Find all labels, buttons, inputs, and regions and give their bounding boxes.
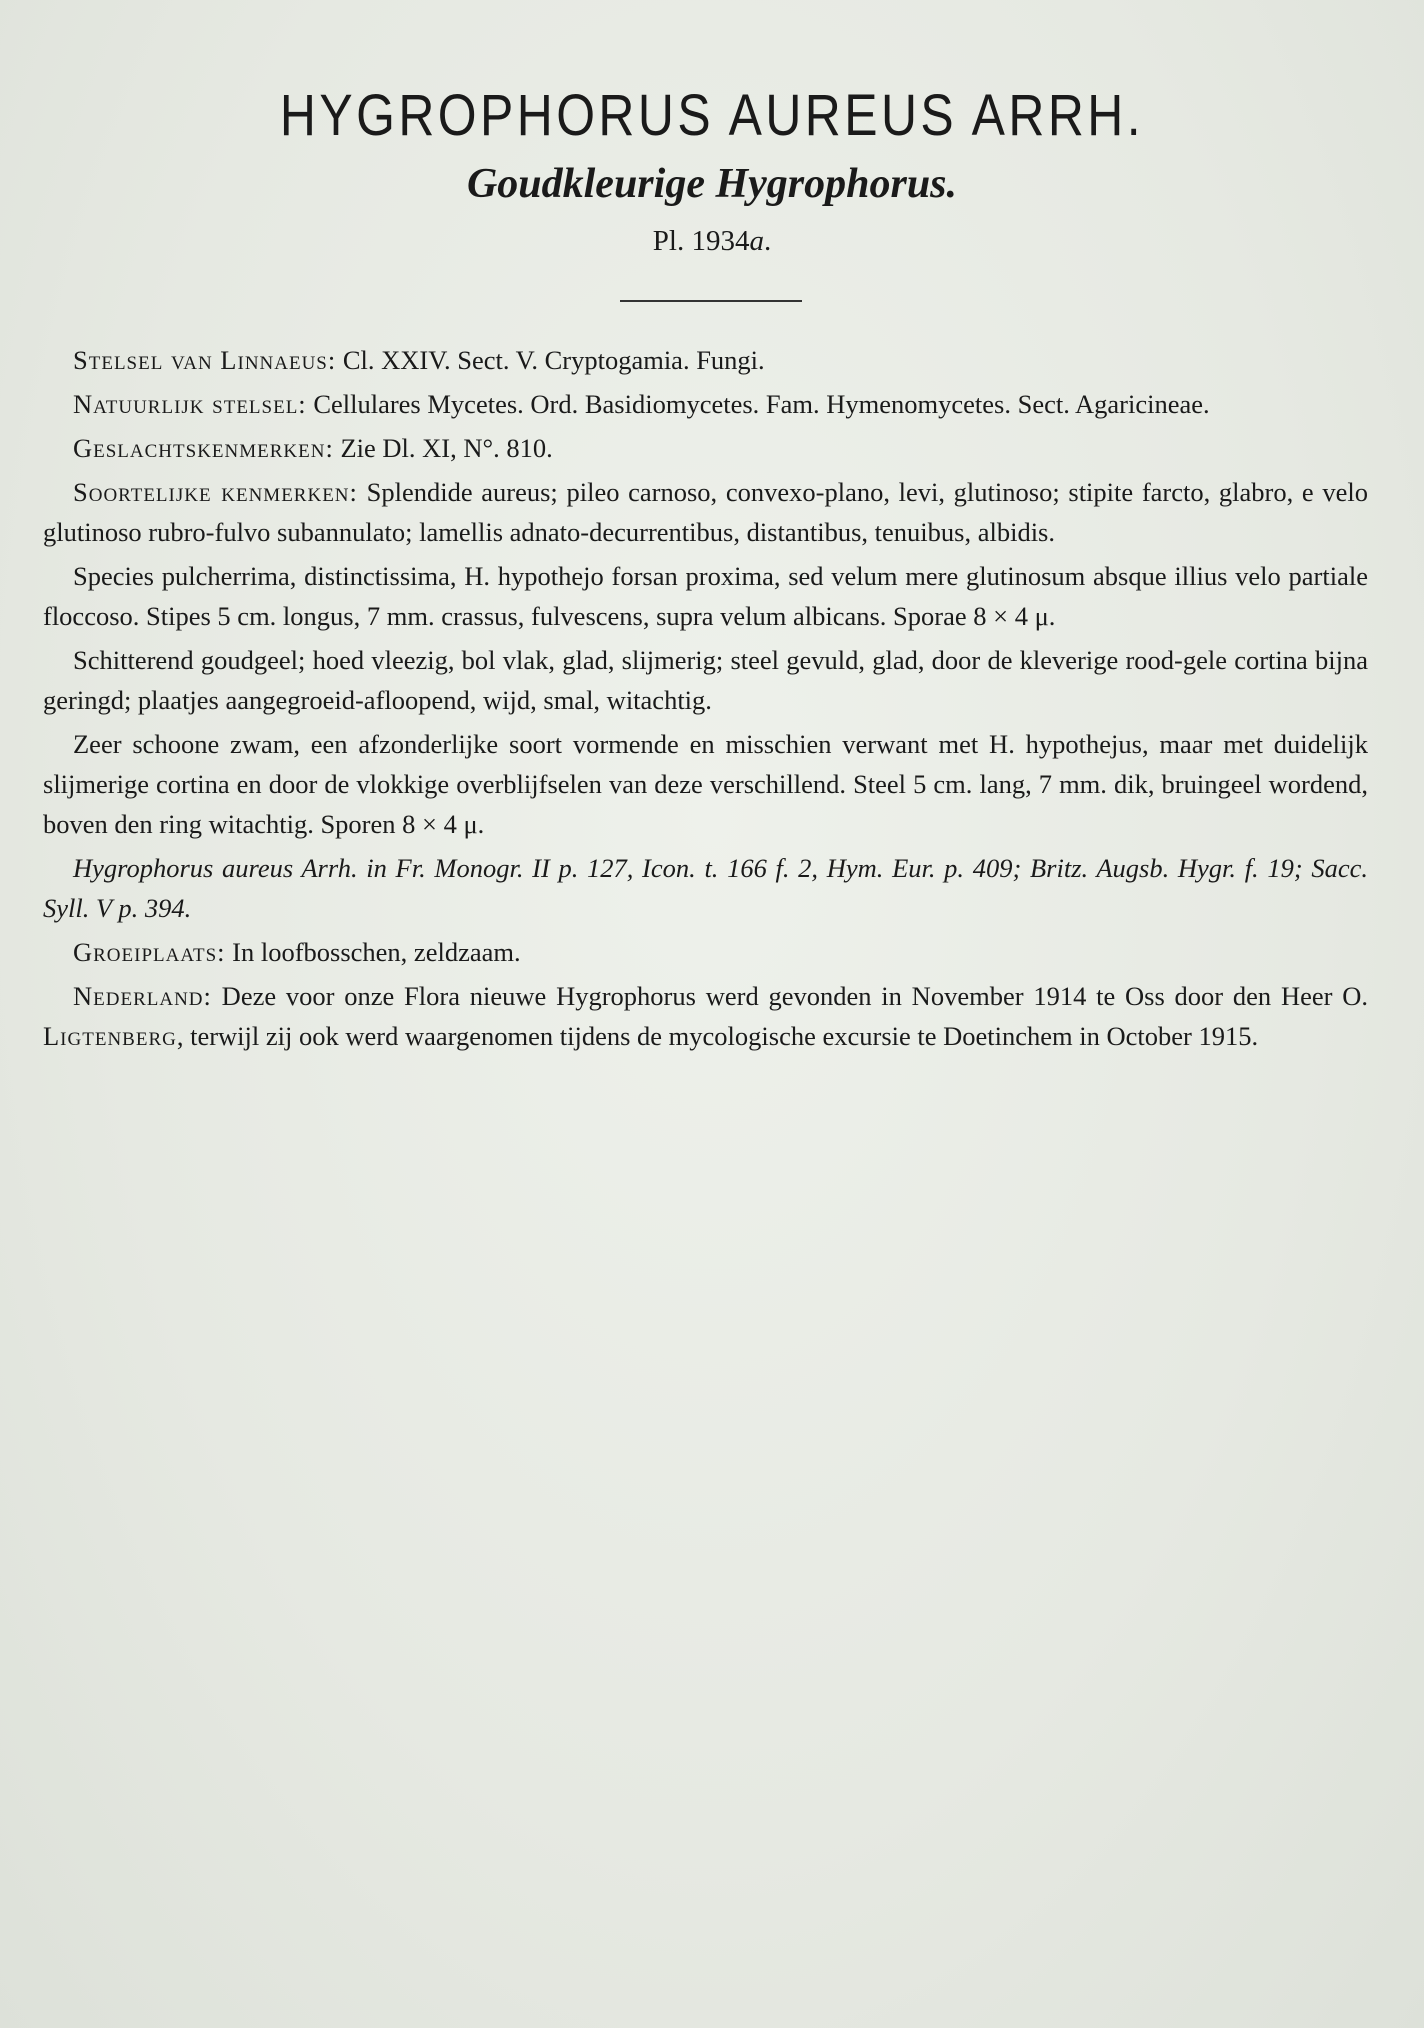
paragraph-references: Hygrophorus aureus Arrh. in Fr. Monogr. II p. 127, Icon. t. 166 f. 2, Hym. Eur. p. 409; Britz. Augsb. Hygr. f. 19; Sacc. Syll. V p. 394. [43, 853, 1368, 923]
plate-end: . [763, 225, 772, 257]
page-title: HYGROPHORUS AUREUS ARRH. [279, 83, 1145, 148]
plate-suffix: a [749, 225, 764, 257]
title-divider [620, 300, 802, 302]
page-subtitle: Goudkleurige Hygrophorus. [466, 161, 958, 207]
document-body [43, 340, 1368, 1056]
paragraph-netherlands [43, 976, 1368, 1056]
text-genus: Zie Dl. XI, N°. 810. [333, 433, 553, 463]
person-name: Ligtenberg [43, 1021, 177, 1051]
paragraph-linnaeus [43, 340, 1368, 380]
text-species: Splendide aureus; pileo carnoso, convexo-plano, levi, glutinoso; stipite farcto, glabro, e velo glutinoso rubro-fulvo subannulato; lamellis adnato-decurrentibus, distantibus, tenuibus, albidis. [43, 477, 1369, 547]
text-linnaeus: Cl. XXIV. Sect. V. Cryptogamia. Fungi. [336, 345, 765, 375]
text-netherlands-after: , terwijl zij ook werd waargenomen tijdens de mycologische excursie te Doetinchem in October 1915. [176, 1021, 1259, 1051]
paragraph-natural-system [43, 384, 1368, 424]
paragraph-genus [43, 428, 1368, 468]
text-netherlands-before: Deze voor onze Flora nieuwe Hygrophorus werd gevonden in November 1914 te Oss door den Heer O. [211, 981, 1368, 1011]
paragraph-dutch-description-2: Zeer schoone zwam, een afzonderlijke soort vormende en misschien verwant met H. hypothejus, maar met duidelijk slijmerige cortina en door de vlokkige overblijfselen van deze verschillend. Steel 5 cm. lang, 7 mm. dik, bruingeel wordend, boven den ring witachtig. Sporen 8 × 4 μ. [43, 729, 1368, 839]
paragraph-species [43, 472, 1368, 552]
label-natural-system: Natuurlijk stelsel: [73, 389, 307, 419]
text-natural-system: Cellulares Mycetes. Ord. Basidiomycetes. Fam. Hymenomycetes. Sect. Agaricineae. [306, 389, 1210, 419]
paragraph-latin-description: Species pulcherrima, distinctissima, H. hypothejo forsan proxima, sed velum mere glutinosum absque illius velo partiale floccoso. Stipes 5 cm. longus, 7 mm. crassus, fulvescens, supra velum albicans. Sporae 8 × 4 μ. [43, 561, 1368, 631]
paragraph-habitat [43, 932, 1368, 972]
plate-prefix: Pl. 1934 [652, 225, 750, 257]
label-habitat: Groeiplaats: [73, 937, 226, 967]
label-genus: Geslachtskenmerken: [73, 433, 334, 463]
text-habitat: In loofbosschen, zeldzaam. [225, 937, 521, 967]
label-species: Soortelijke kenmerken: [73, 477, 358, 507]
label-linnaeus: Stelsel van Linnaeus: [73, 345, 337, 375]
plate-number [0, 225, 1424, 258]
paragraph-dutch-description-1: Schitterend goudgeel; hoed vleezig, bol vlak, glad, slijmerig; steel gevuld, glad, door de kleverige rood-gele cortina bijna geringd; plaatjes aangegroeid-afloopend, wijd, smal, witachtig. [43, 645, 1368, 715]
label-netherlands: Nederland: [73, 981, 212, 1011]
